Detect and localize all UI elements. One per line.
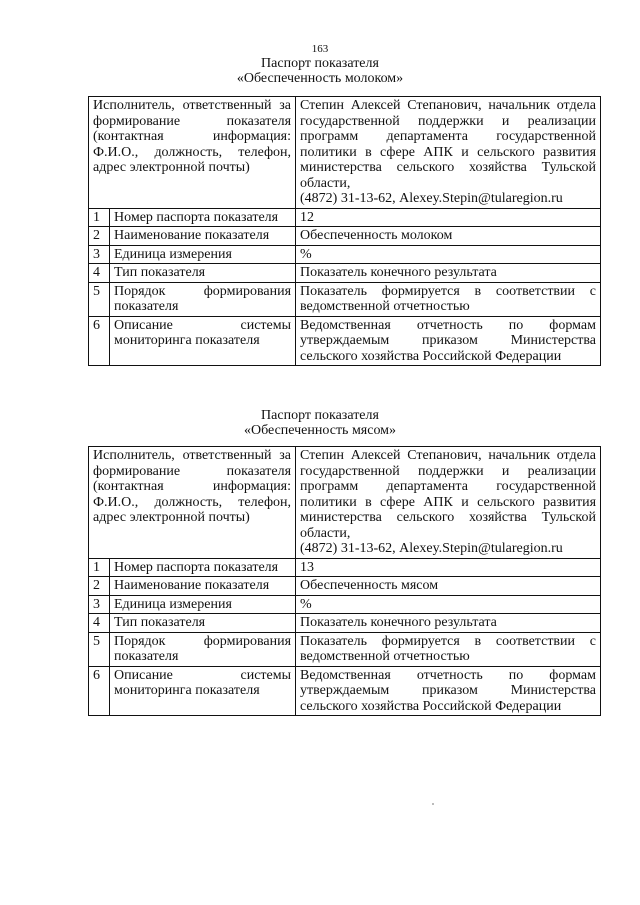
- row-label: Порядок формирования показателя: [110, 632, 296, 666]
- row-label: Наименование показателя: [110, 577, 296, 596]
- executor-value: [296, 97, 601, 209]
- table-row: [89, 666, 601, 716]
- row-label: Тип показателя: [110, 264, 296, 283]
- executor-value: [296, 447, 601, 559]
- row-number: 2: [89, 227, 110, 246]
- passport-heading: Паспорт показателя: [261, 56, 379, 71]
- row-value: %: [296, 595, 601, 614]
- table-row: [89, 264, 601, 283]
- indicator-heading: «Обеспеченность молоком»: [236, 71, 404, 86]
- row-label: Тип показателя: [110, 614, 296, 633]
- table-row: [89, 558, 601, 577]
- row-label: Описание системы мониторинга показателя: [110, 316, 296, 366]
- table-row: [89, 595, 601, 614]
- table-row: [89, 282, 601, 316]
- table-row: [89, 208, 601, 227]
- executor-label: Исполнитель, ответственный за формирование показателя (контактная информация: Ф.И.О., должность, телефон, адрес электронной почты): [89, 97, 296, 209]
- table-row: [89, 632, 601, 666]
- row-label: Единица измерения: [110, 245, 296, 264]
- row-number: 3: [89, 245, 110, 264]
- executor-row: [89, 447, 601, 559]
- executor-description: Степин Алексей Степанович, начальник отдела государственной поддержки и реализации программ департамента государственной политики в сфере АПК и сельского развития министерства сельского хозяйства Тульской области,: [300, 98, 597, 191]
- passport-table-meat: [88, 446, 601, 716]
- executor-label: Исполнитель, ответственный за формирование показателя (контактная информация: Ф.И.О., должность, телефон, адрес электронной почты): [89, 447, 296, 559]
- passport-table-milk: [88, 96, 601, 366]
- row-number: 5: [89, 632, 110, 666]
- passport-title-meat: [0, 408, 640, 438]
- row-value: Показатель конечного результата: [296, 614, 601, 633]
- row-value: Ведомственная отчетность по формам утверждаемым приказом Министерства сельского хозяйства Российской Федерации: [296, 666, 601, 716]
- row-number: 1: [89, 208, 110, 227]
- row-number: 4: [89, 614, 110, 633]
- row-label: Единица измерения: [110, 595, 296, 614]
- row-value: 13: [296, 558, 601, 577]
- row-label: Номер паспорта показателя: [110, 208, 296, 227]
- executor-description: Степин Алексей Степанович, начальник отдела государственной поддержки и реализации программ департамента государственной политики в сфере АПК и сельского развития министерства сельского хозяйства Тульской области,: [300, 448, 597, 541]
- row-value: %: [296, 245, 601, 264]
- executor-row: [89, 97, 601, 209]
- row-value: Обеспеченность молоком: [296, 227, 601, 246]
- row-value: Ведомственная отчетность по формам утверждаемым приказом Министерства сельского хозяйства Российской Федерации: [296, 316, 601, 366]
- row-value: Обеспеченность мясом: [296, 577, 601, 596]
- row-label: Описание системы мониторинга показателя: [110, 666, 296, 716]
- row-number: 2: [89, 577, 110, 596]
- row-label: Номер паспорта показателя: [110, 558, 296, 577]
- row-value: Показатель конечного результата: [296, 264, 601, 283]
- row-value: 12: [296, 208, 601, 227]
- table-row: [89, 577, 601, 596]
- passport-title-milk: [0, 56, 640, 86]
- row-number: 1: [89, 558, 110, 577]
- table-row: [89, 245, 601, 264]
- row-number: 3: [89, 595, 110, 614]
- page-number: 163: [311, 43, 329, 55]
- row-number: 5: [89, 282, 110, 316]
- table-row: [89, 614, 601, 633]
- row-number: 6: [89, 316, 110, 366]
- row-label: Порядок формирования показателя: [110, 282, 296, 316]
- table-row: [89, 227, 601, 246]
- row-number: 4: [89, 264, 110, 283]
- scan-speck: [432, 803, 434, 805]
- passport-heading: Паспорт показателя: [261, 408, 379, 423]
- executor-contact: (4872) 31-13-62, Alexey.Stepin@tularegion.ru: [300, 191, 563, 206]
- row-label: Наименование показателя: [110, 227, 296, 246]
- indicator-heading: «Обеспеченность мясом»: [243, 423, 397, 438]
- row-value: Показатель формируется в соответствии с ведомственной отчетностью: [296, 632, 601, 666]
- table-row: [89, 316, 601, 366]
- row-value: Показатель формируется в соответствии с ведомственной отчетностью: [296, 282, 601, 316]
- row-number: 6: [89, 666, 110, 716]
- executor-contact: (4872) 31-13-62, Alexey.Stepin@tularegion.ru: [300, 541, 563, 556]
